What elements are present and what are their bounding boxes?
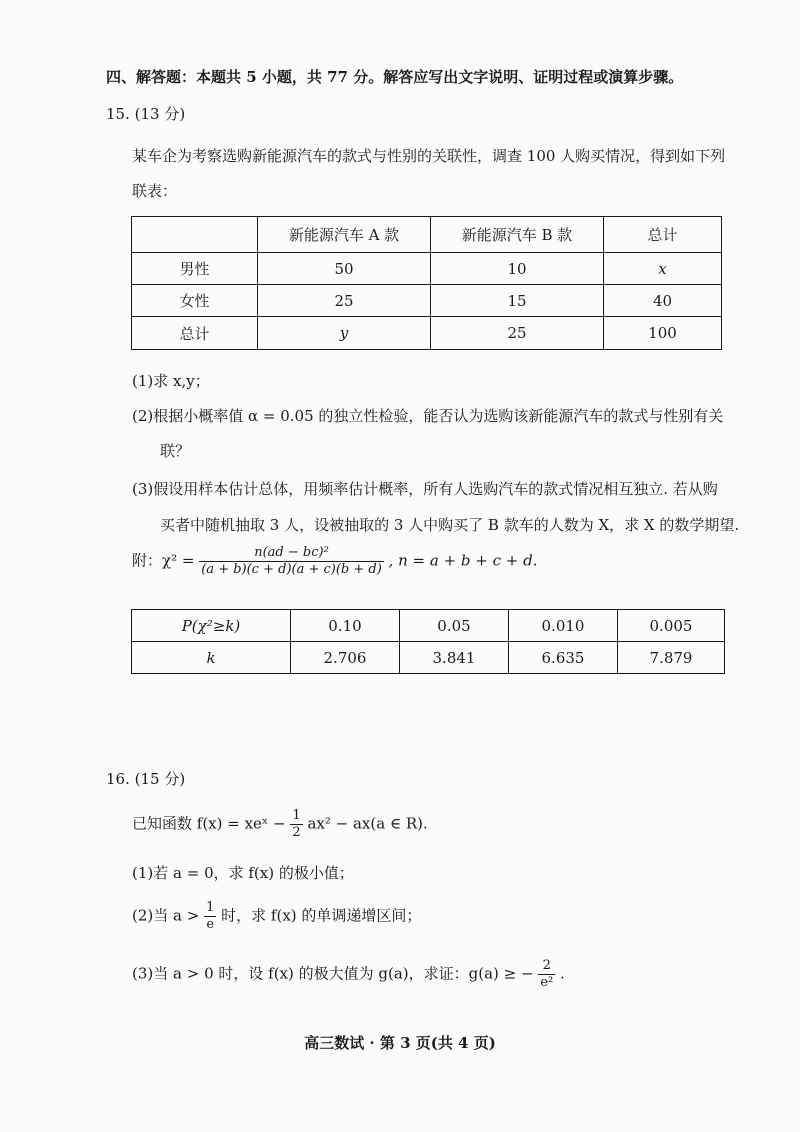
- table-cell: 7.879: [618, 642, 725, 674]
- q16-part2-prefix: (2)当 a >: [132, 906, 200, 925]
- table-row: [132, 642, 725, 674]
- table-cell: y: [258, 317, 431, 350]
- fraction-numerator: 1: [206, 900, 215, 915]
- table-cell: 100: [604, 317, 722, 350]
- table-cell: 6.635: [509, 642, 618, 674]
- q16-part3-suffix: .: [560, 964, 565, 983]
- q16-stmt-fraction: [290, 808, 302, 841]
- q16-part3-fraction: [538, 958, 555, 991]
- formula-denominator: (a + b)(c + d)(a + c)(b + d): [201, 562, 382, 577]
- fraction-denominator: 2: [292, 825, 301, 840]
- table-row: [132, 253, 722, 285]
- table-cell: 40: [604, 285, 722, 317]
- table-cell: 50: [258, 253, 431, 285]
- table-cell: 男性: [132, 253, 258, 285]
- q16-part2-fraction: [204, 900, 216, 933]
- table-header-cell: [132, 217, 258, 253]
- q15-part2-line2: 联？: [160, 442, 191, 460]
- q15-intro-line1: 某车企为考察选购新能源汽车的款式与性别的关联性，调查 100 人购买情况，得到如下列: [132, 147, 726, 165]
- table-cell: 2.706: [291, 642, 400, 674]
- table-header-cell: 总计: [604, 217, 722, 253]
- q16-stmt-suffix: ax² − ax(a ∈ R).: [307, 814, 428, 833]
- q16-statement: [132, 808, 428, 841]
- table-row: [132, 317, 722, 350]
- table-cell: 女性: [132, 285, 258, 317]
- q16-part3: [132, 958, 565, 991]
- q16-number: 16. (15 分): [106, 770, 186, 788]
- formula-suffix: , n = a + b + c + d.: [388, 551, 538, 570]
- table-cell: 0.10: [291, 610, 400, 642]
- table-cell: 总计: [132, 317, 258, 350]
- q16-stmt-prefix: 已知函数 f(x) = xeˣ −: [132, 814, 286, 833]
- q15-part2-line1: (2)根据小概率值 α = 0.05 的独立性检验，能否认为选购该新能源汽车的款式与性别有关: [132, 407, 724, 425]
- fraction-numerator: 1: [292, 808, 301, 823]
- fraction-numerator: 2: [538, 958, 555, 975]
- chi-square-critical-table: [131, 609, 725, 674]
- table-cell: 0.05: [400, 610, 509, 642]
- q16-part3-prefix: (3)当 a > 0 时，设 f(x) 的极大值为 g(a)，求证：g(a) ≥ −: [132, 964, 534, 983]
- q16-part2: [132, 900, 421, 933]
- table-cell: 10: [431, 253, 604, 285]
- table-cell: x: [604, 253, 722, 285]
- contingency-table: [131, 216, 722, 350]
- fraction-denominator: e²: [540, 975, 554, 990]
- q16-part2-suffix: 时，求 f(x) 的单调递增区间；: [221, 906, 422, 925]
- q15-part3-line2: 买者中随机抽取 3 人，设被抽取的 3 人中购买了 B 款车的人数为 X，求 X 的数学期望.: [160, 516, 740, 534]
- q15-part3-line1: (3)假设用样本估计总体，用频率估计概率，所有人选购汽车的款式情况相互独立. 若从购: [132, 480, 718, 498]
- table-row: [132, 610, 725, 642]
- formula-prefix: 附：χ² =: [132, 551, 195, 570]
- q16-part1: (1)若 a = 0，求 f(x) 的极小值；: [132, 864, 354, 882]
- table-cell: 25: [258, 285, 431, 317]
- table-cell: 3.841: [400, 642, 509, 674]
- q15-part1: (1)求 x,y；: [132, 372, 210, 390]
- table-cell: 0.010: [509, 610, 618, 642]
- page-footer: 高三数试 · 第 3 页(共 4 页): [304, 1034, 496, 1052]
- table-header-cell: 新能源汽车 B 款: [431, 217, 604, 253]
- table-header-cell: 新能源汽车 A 款: [258, 217, 431, 253]
- chi-square-formula: [132, 545, 538, 578]
- table-row: [132, 285, 722, 317]
- table-cell: P(χ²≥k): [132, 610, 291, 642]
- section-title: 四、解答题：本题共 5 小题，共 77 分。解答应写出文字说明、证明过程或演算步骤。: [106, 68, 684, 86]
- table-cell: 0.005: [618, 610, 725, 642]
- table-cell: 15: [431, 285, 604, 317]
- table-cell: 25: [431, 317, 604, 350]
- q15-number: 15. (13 分): [106, 105, 186, 123]
- fraction-denominator: e: [206, 917, 215, 932]
- table-cell: k: [132, 642, 291, 674]
- formula-fraction: [199, 545, 384, 578]
- q15-intro-line2: 联表：: [132, 182, 178, 200]
- formula-numerator: n(ad − bc)²: [199, 545, 384, 562]
